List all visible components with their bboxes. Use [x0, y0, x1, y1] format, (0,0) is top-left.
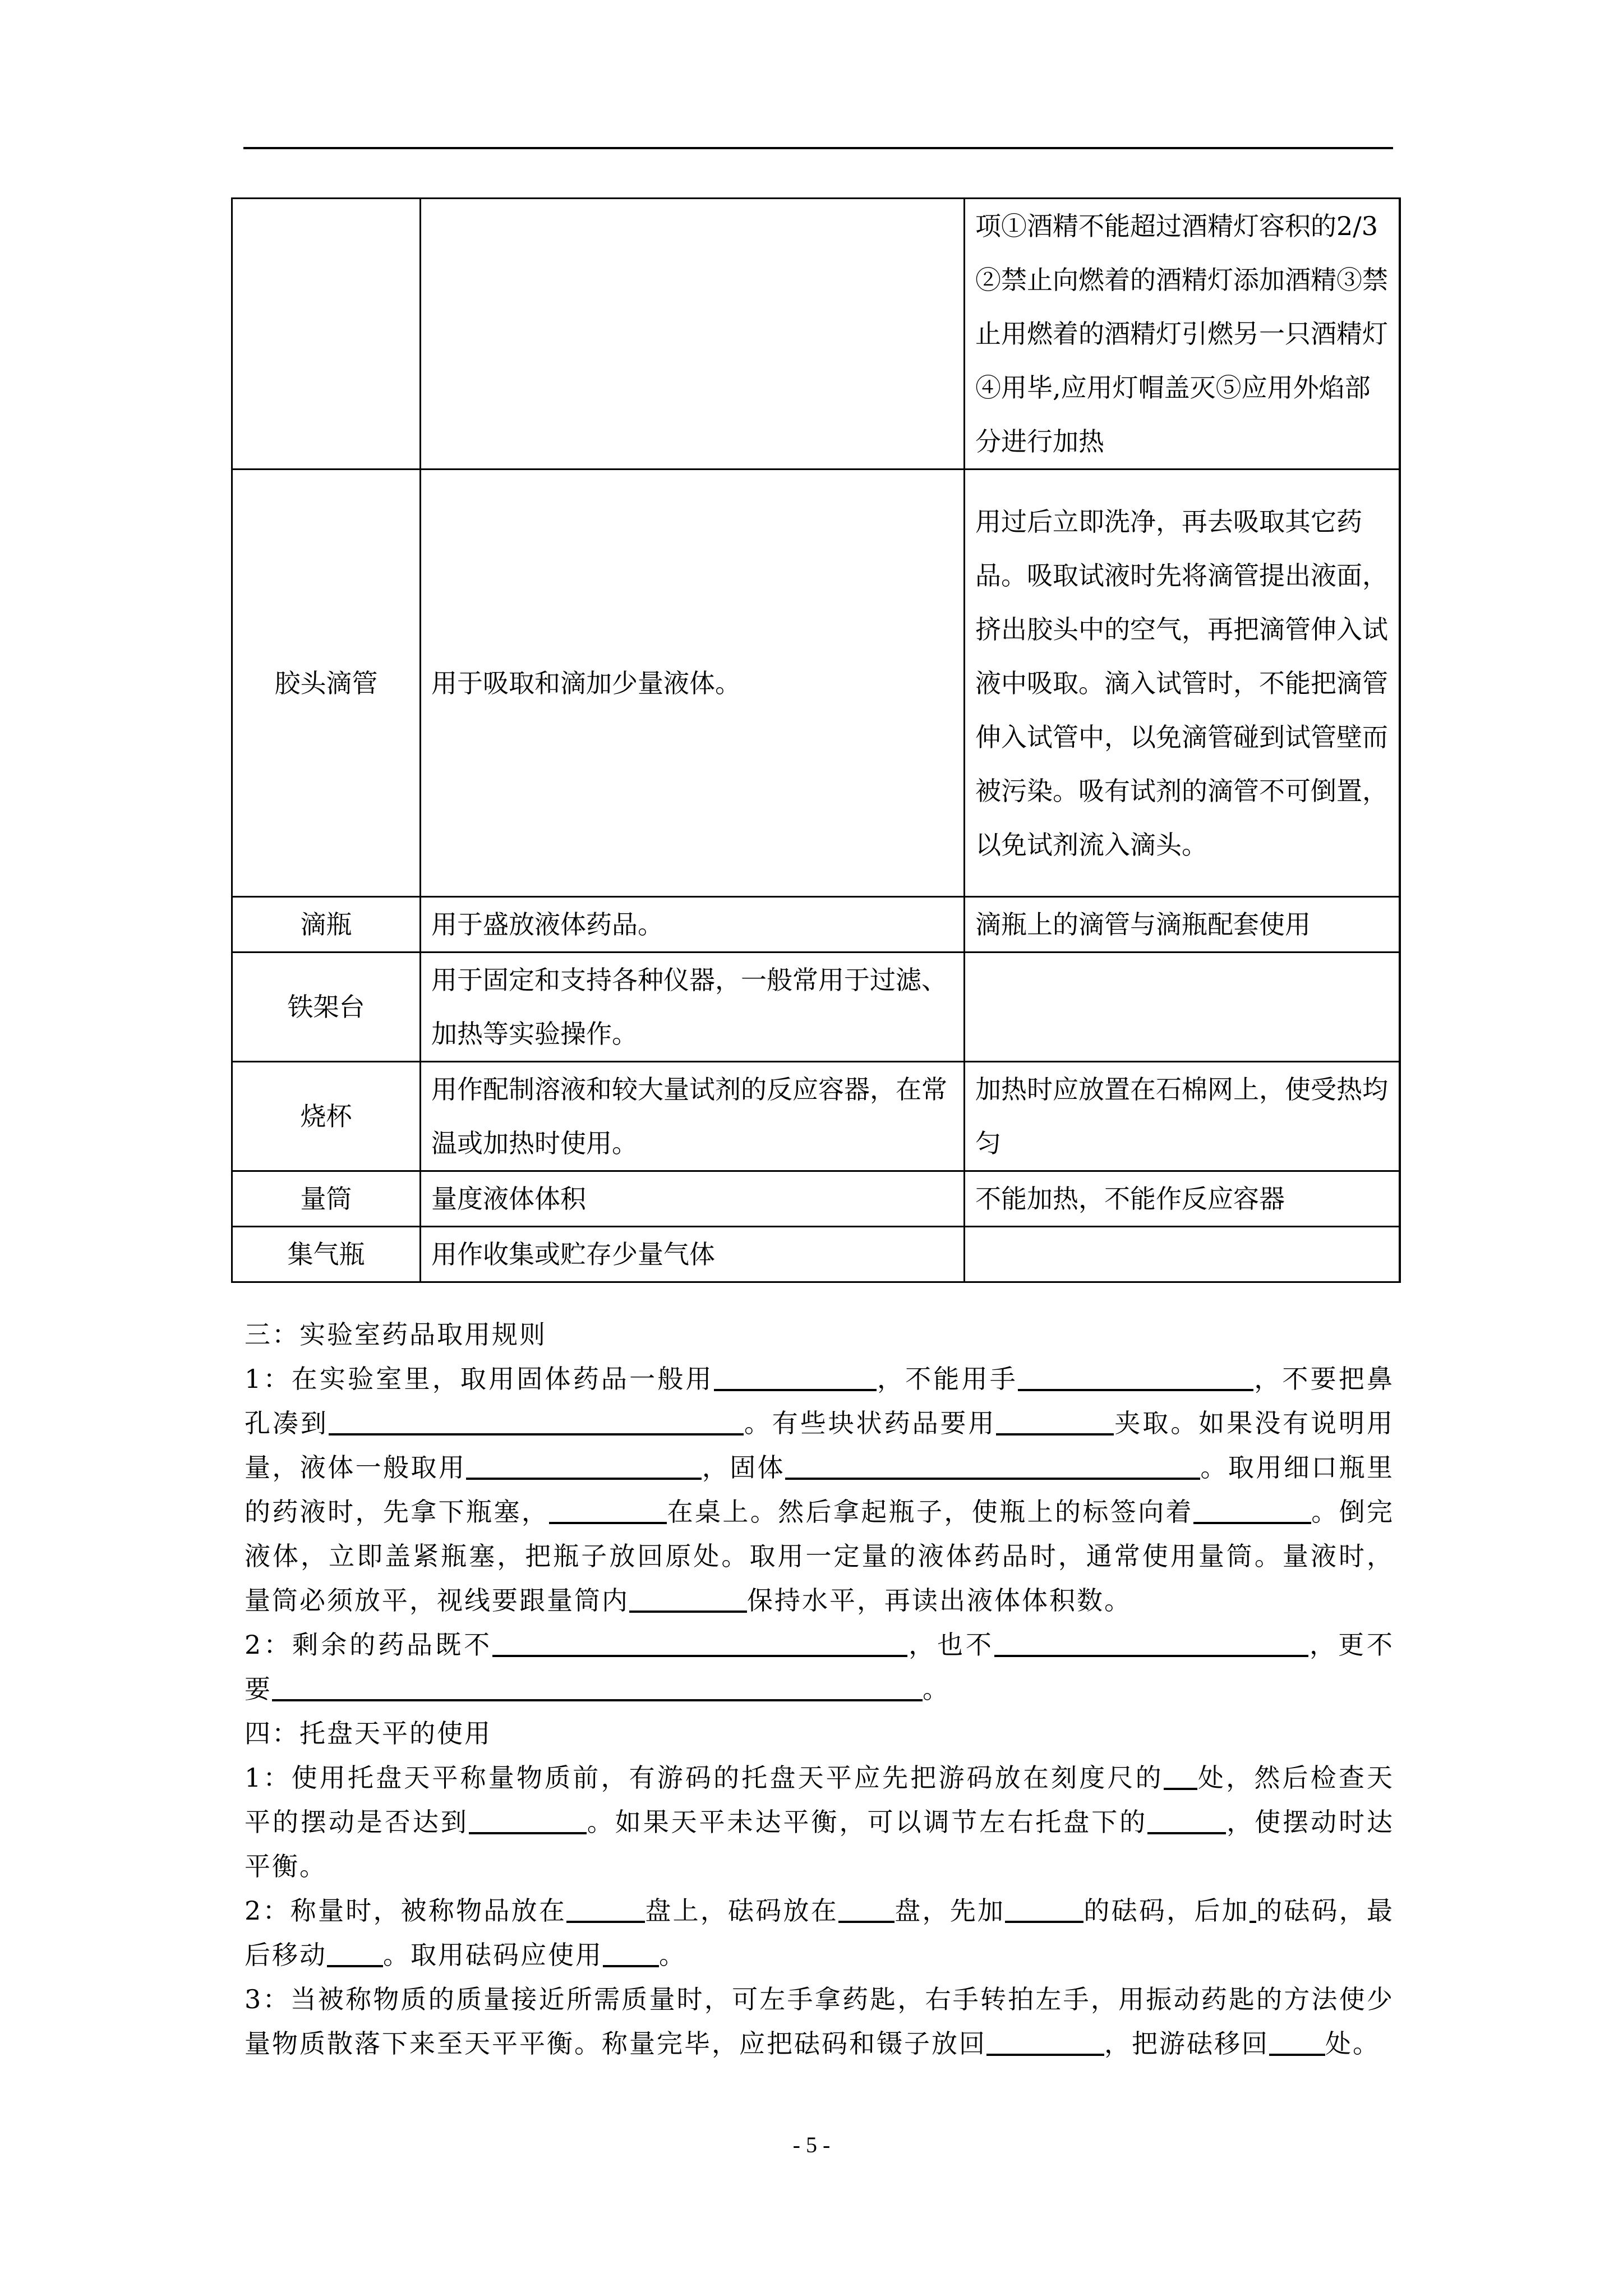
instrument-name-cell [232, 199, 421, 470]
instrument-use-cell: 用作收集或贮存少量气体 [421, 1227, 965, 1282]
text-run: 2：称量时，被称物品放在 [245, 1895, 567, 1926]
text-run: ，也不 [907, 1630, 995, 1660]
instrument-use-cell: 用于固定和支持各种仪器，一般常用于过滤、加热等实验操作。 [421, 953, 965, 1062]
fill-blank[interactable] [566, 1892, 645, 1923]
fill-blank[interactable] [1147, 1803, 1226, 1834]
text-run: 盘上，砝码放在 [645, 1895, 838, 1926]
fill-blank[interactable] [785, 1448, 1200, 1480]
text-run: 。 [923, 1674, 950, 1704]
fill-blank[interactable] [994, 1626, 1308, 1657]
fill-blank[interactable] [1269, 2024, 1325, 2056]
body-text [245, 1313, 1394, 2066]
fill-blank[interactable] [996, 1404, 1114, 1435]
table-row [232, 1227, 1400, 1282]
instrument-note-cell: 加热时应放置在石棉网上，使受热均匀 [965, 1062, 1400, 1171]
instrument-use-cell: 用于盛放液体药品。 [421, 897, 965, 953]
instrument-name-cell: 胶头滴管 [232, 470, 421, 897]
fill-blank[interactable] [329, 1404, 744, 1435]
paragraph [245, 1756, 1394, 1889]
text-run: ，不要把鼻孔凑到 [245, 1364, 1395, 1438]
fill-blank[interactable] [838, 1892, 895, 1923]
instrument-use-cell: 量度液体体积 [421, 1171, 965, 1227]
fill-blank[interactable] [327, 1936, 383, 1967]
fill-blank[interactable] [629, 1581, 747, 1613]
instrument-note-cell [965, 953, 1400, 1062]
text-run: ，固体 [702, 1452, 786, 1483]
text-run: 。取用砝码应使用 [383, 1940, 603, 1970]
text-run: ，不能用手 [876, 1364, 1018, 1394]
text-run: 2：剩余的药品既不 [245, 1630, 493, 1660]
table-row [232, 1062, 1400, 1171]
instrument-note-cell: 项①酒精不能超过酒精灯容积的2/3②禁止向燃着的酒精灯添加酒精③禁止用燃着的酒精灯引燃另一只酒精灯④用毕,应用灯帽盖灭⑤应用外焰部分进行加热 [965, 199, 1400, 470]
fill-blank[interactable] [1249, 1892, 1256, 1923]
text-run: 处。 [1325, 2028, 1380, 2059]
table-row [232, 470, 1400, 897]
table-row [232, 199, 1400, 470]
text-run: 保持水平，再读出液体体积数。 [747, 1585, 1132, 1616]
text-run: 。如果天平未达平衡，可以调节左右托盘下的 [586, 1807, 1148, 1837]
fill-blank[interactable] [603, 1936, 659, 1967]
fill-blank[interactable] [986, 2024, 1104, 2056]
fill-blank[interactable] [492, 1626, 907, 1657]
instrument-note-cell: 用过后立即洗净，再去吸取其它药品。吸取试液时先将滴管提出液面，挤出胶头中的空气，再把滴管伸入试液中吸取。滴入试管时，不能把滴管伸入试管中，以免滴管碰到试管壁而被污染。吸有试剂的滴管不可倒置，以免试剂流入滴头。 [965, 470, 1400, 897]
instrument-note-cell [965, 1227, 1400, 1282]
instrument-name-cell: 滴瓶 [232, 897, 421, 953]
fill-blank[interactable] [549, 1493, 667, 1524]
section-title: 四：托盘天平的使用 [245, 1718, 492, 1749]
instrument-name-cell: 铁架台 [232, 953, 421, 1062]
fill-blank[interactable] [714, 1360, 877, 1391]
text-run: 1：在实验室里，取用固体药品一般用 [245, 1364, 714, 1394]
table-row [232, 897, 1400, 953]
paragraph [245, 1623, 1394, 1711]
instrument-name-cell: 烧杯 [232, 1062, 421, 1171]
instrument-use-cell: 用作配制溶液和较大量试剂的反应容器，在常温或加热时使用。 [421, 1062, 965, 1171]
fill-blank[interactable] [1018, 1360, 1253, 1391]
table-row [232, 953, 1400, 1062]
text-run: 。取用细口瓶里的药液时，先拿下瓶塞， [245, 1452, 1395, 1527]
instrument-use-cell: 用于吸取和滴加少量液体。 [421, 470, 965, 897]
paragraph [245, 1357, 1394, 1623]
text-run: 盘，先加 [895, 1895, 1006, 1926]
fill-blank[interactable] [1193, 1493, 1311, 1524]
text-run: ，更不要 [245, 1630, 1394, 1704]
page-number: - 5 - [792, 2132, 831, 2157]
table-row [232, 1171, 1400, 1227]
text-run: ，把游砝移回 [1104, 2028, 1269, 2059]
fill-blank[interactable] [469, 1803, 587, 1834]
text-run: 。有些块状药品要用 [743, 1408, 997, 1438]
text-run: 夹取。如果没有说明用量，液体一般取用 [245, 1408, 1395, 1483]
text-run: 处，然后检查天平的摆动是否达到 [245, 1763, 1394, 1837]
header-rule [243, 147, 1393, 149]
text-run: 在桌上。然后拿起瓶子，使瓶上的标签向着 [667, 1497, 1193, 1527]
instrument-name-cell: 量筒 [232, 1171, 421, 1227]
text-run: 1：使用托盘天平称量物质前，有游码的托盘天平应先把游码放在刻度尺的 [245, 1763, 1164, 1793]
fill-blank[interactable] [272, 1670, 923, 1701]
text-run: 3：当被称物质的质量接近所需质量时，可左手拿药匙，右手转拍左手，用振动药匙的方法使少量物质散落下来至天平平衡。称量完毕，应把砝码和镊子放回 [245, 1984, 1394, 2059]
instrument-table [231, 197, 1401, 1283]
text-run: 。倒完液体，立即盖紧瓶塞，把瓶子放回原处。取用一定量的液体药品时，通常使用量筒。量液时，量筒必须放平，视线要跟量筒内 [245, 1497, 1395, 1616]
instrument-note-cell: 不能加热，不能作反应容器 [965, 1171, 1400, 1227]
text-run: ，使摆动时达平衡。 [245, 1807, 1395, 1881]
section-title: 三：实验室药品取用规则 [245, 1319, 547, 1350]
paragraph [245, 1889, 1394, 1977]
instrument-use-cell [421, 199, 965, 470]
text-run: 的砝码，后加 [1083, 1895, 1249, 1926]
fill-blank[interactable] [1164, 1759, 1197, 1790]
text-run: 的砝码，最后移动 [245, 1895, 1395, 1970]
instrument-name-cell: 集气瓶 [232, 1227, 421, 1282]
paragraph [245, 1977, 1394, 2066]
fill-blank[interactable] [466, 1448, 702, 1480]
fill-blank[interactable] [1005, 1892, 1083, 1923]
instrument-note-cell: 滴瓶上的滴管与滴瓶配套使用 [965, 897, 1400, 953]
text-run: 。 [659, 1940, 686, 1970]
